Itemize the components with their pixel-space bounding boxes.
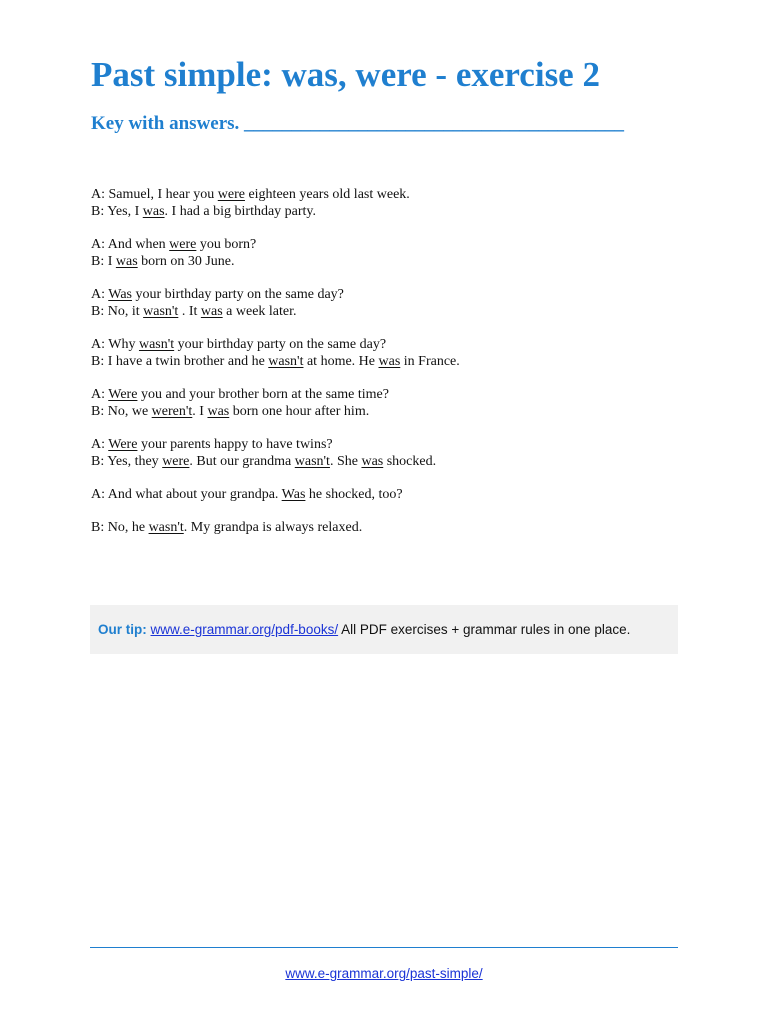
answer-word: Was <box>281 487 306 502</box>
dialogue-text: born one hour after him. <box>229 404 370 419</box>
dialogue-exchange <box>91 519 691 536</box>
footer-divider <box>90 947 678 948</box>
dialogue-text: A: And when <box>91 237 170 252</box>
dialogue-text: you born? <box>196 237 257 252</box>
dialogue-text: at home. He <box>303 354 379 369</box>
dialogue-text: a week later. <box>222 304 297 319</box>
dialogue <box>91 186 691 552</box>
dialogue-exchange <box>91 286 691 320</box>
dialogue-text: in France. <box>400 354 460 369</box>
dialogue-text: eighteen years old last week. <box>244 187 410 202</box>
answer-word: wasn't <box>268 354 304 369</box>
page-subtitle: Key with answers. ________________________________________ <box>91 113 625 134</box>
dialogue-text: he shocked, too? <box>305 487 403 502</box>
answer-word: was <box>361 454 384 469</box>
answer-word: weren't <box>151 404 193 419</box>
dialogue-exchange <box>91 436 691 470</box>
dialogue-text: B: No, he <box>91 520 149 535</box>
answer-word: wasn't <box>148 520 184 535</box>
dialogue-text: . It <box>178 304 201 319</box>
answer-word: wasn't <box>294 454 330 469</box>
dialogue-line <box>91 403 691 420</box>
dialogue-line <box>91 203 691 220</box>
dialogue-text: B: Yes, they <box>91 454 163 469</box>
answer-word: was <box>115 254 138 269</box>
dialogue-exchange <box>91 186 691 220</box>
dialogue-text: B: No, it <box>91 304 144 319</box>
tip-box <box>90 605 678 654</box>
dialogue-text: . She <box>329 454 362 469</box>
dialogue-line <box>91 353 691 370</box>
page-title: Past simple: was, were - exercise 2 <box>91 55 600 94</box>
tip-text: All PDF exercises + grammar rules in one place. <box>341 622 631 637</box>
dialogue-text: your birthday party on the same day? <box>174 337 387 352</box>
dialogue-text: A: And what about your grandpa. <box>91 487 282 502</box>
dialogue-text: A: Why <box>91 337 139 352</box>
dialogue-exchange <box>91 386 691 420</box>
answer-word: were <box>217 187 245 202</box>
dialogue-text: A: Samuel, I hear you <box>91 187 218 202</box>
pdf-books-link[interactable]: www.e-grammar.org/pdf-books/ <box>150 622 339 637</box>
answer-word: was <box>142 204 165 219</box>
dialogue-text: . I <box>192 404 208 419</box>
footer <box>0 966 768 981</box>
past-simple-link[interactable]: www.e-grammar.org/past-simple/ <box>285 966 483 981</box>
dialogue-text: B: I have a twin brother and he <box>91 354 269 369</box>
dialogue-line <box>91 436 691 453</box>
dialogue-text: B: No, we <box>91 404 152 419</box>
answer-word: was <box>200 304 223 319</box>
dialogue-exchange <box>91 336 691 370</box>
dialogue-line <box>91 336 691 353</box>
answer-word: were <box>162 454 190 469</box>
dialogue-text: A: <box>91 387 109 402</box>
dialogue-line <box>91 486 691 503</box>
dialogue-text: your parents happy to have twins? <box>137 437 333 452</box>
answer-word: Was <box>108 287 133 302</box>
dialogue-exchange <box>91 486 691 503</box>
dialogue-line <box>91 186 691 203</box>
dialogue-text: A: <box>91 287 109 302</box>
dialogue-text: . But our grandma <box>189 454 295 469</box>
dialogue-text: born on 30 June. <box>137 254 235 269</box>
dialogue-line <box>91 286 691 303</box>
dialogue-text: . I had a big birthday party. <box>164 204 317 219</box>
dialogue-text: B: I <box>91 254 116 269</box>
answer-word: were <box>169 237 197 252</box>
dialogue-line <box>91 236 691 253</box>
answer-word: wasn't <box>138 337 175 352</box>
dialogue-text: . My grandpa is always relaxed. <box>183 520 363 535</box>
answer-word: Were <box>108 437 138 452</box>
dialogue-text: A: <box>91 437 109 452</box>
tip-label: Our tip: <box>98 622 147 637</box>
answer-word: Were <box>108 387 138 402</box>
answer-word: wasn't <box>143 304 179 319</box>
dialogue-line <box>91 519 691 536</box>
dialogue-line <box>91 253 691 270</box>
answer-word: was <box>207 404 230 419</box>
dialogue-text: you and your brother born at the same time? <box>137 387 389 402</box>
answer-word: was <box>378 354 401 369</box>
dialogue-text: shocked. <box>383 454 437 469</box>
dialogue-exchange <box>91 236 691 270</box>
dialogue-text: your birthday party on the same day? <box>132 287 344 302</box>
dialogue-line <box>91 303 691 320</box>
dialogue-text: B: Yes, I <box>91 204 143 219</box>
dialogue-line <box>91 386 691 403</box>
dialogue-line <box>91 453 691 470</box>
